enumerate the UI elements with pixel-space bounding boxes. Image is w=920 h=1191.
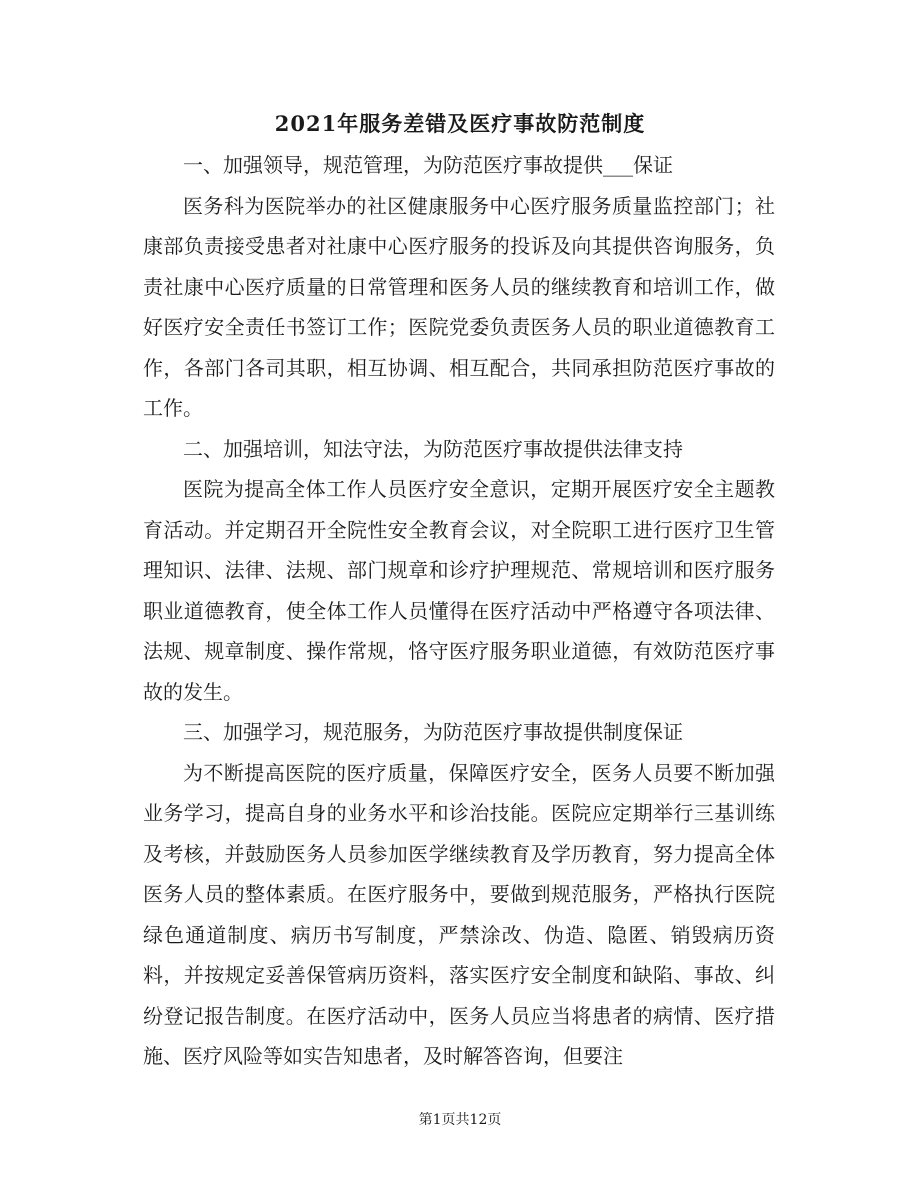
page-number: 第1页共12页 [418, 1112, 502, 1128]
paragraph-3: 为不断提高医院的医疗质量，保障医疗安全，医务人员要不断加强业务学习，提高自身的业务水平和诊治技能。医院应定期举行三基训练及考核，并鼓励医务人员参加医学继续教育及学历教育，努力提高全体医务人员的整体素质。在医疗服务中，要做到规范服务，严格执行医院绿色通道制度、病历书写制度，严禁涂改、伪造、隐匿、销毁病历资料，并按规定妥善保管病历资料，落实医疗安全制度和缺陷、事故、纠纷登记报告制度。在医疗活动中，医务人员应当将患者的病情、医疗措施、医疗风险等如实告知患者，及时解答咨询，但要注 [143, 760, 775, 1068]
section-heading-1: 一、加强领导，规范管理，为防范医疗事故提供___保证 [183, 153, 673, 177]
section-heading-2: 二、加强培训，知法守法，为防范医疗事故提供法律支持 [183, 436, 683, 461]
document-body [143, 145, 775, 1077]
paragraph-2: 医院为提高全体工作人员医疗安全意识，定期开展医疗安全主题教育活动。并定期召开全院性安全教育会议，对全院职工进行医疗卫生管理知识、法律、法规、部门规章和诊疗护理规范、常规培训和医疗服务职业道德教育，使全体工作人员懂得在医疗活动中严格遵守各项法律、法规、规章制度、操作常规，恪守医疗服务职业道德，有效防范医疗事故的发生。 [143, 477, 775, 704]
section-heading-3: 三、加强学习，规范服务，为防范医疗事故提供制度保证 [183, 720, 683, 744]
paragraph-1: 医务科为医院举办的社区健康服务中心医疗服务质量监控部门；社康部负责接受患者对社康中心医疗服务的投诉及向其提供咨询服务，负责社康中心医疗质量的日常管理和医务人员的继续教育和培训工作，做好医疗安全责任书签订工作；医院党委负责医务人员的职业道德教育工作，各部门各司其职，相互协调、相互配合，共同承担防范医疗事故的工作。 [143, 193, 775, 420]
document-title: 2021年服务差错及医疗事故防范制度 [274, 111, 646, 136]
